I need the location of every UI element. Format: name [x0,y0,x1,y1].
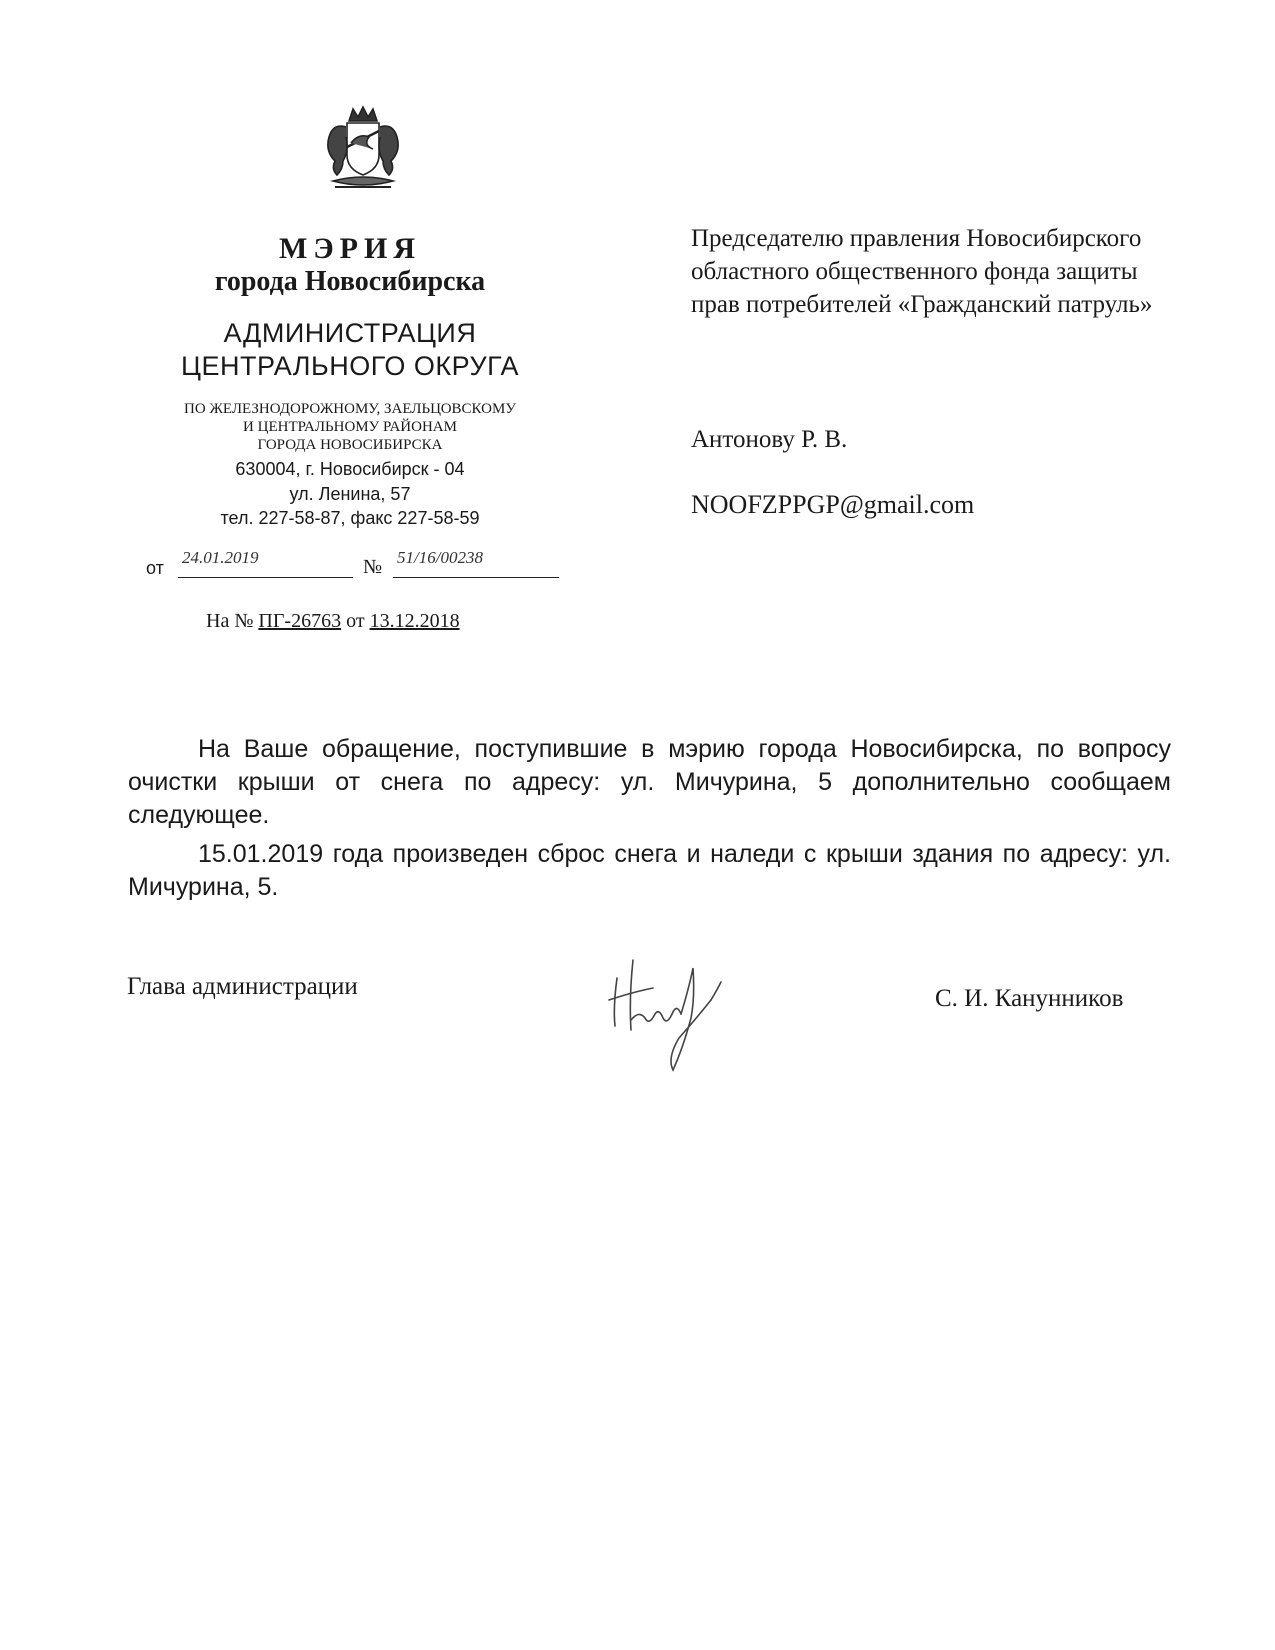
address-line-postal: 630004, г. Новосибирск - 04 [235,459,465,479]
recipient-email: NOOFZPPGP@gmail.com [691,490,975,519]
signatory-name: С. И. Канунников [935,985,1124,1012]
mayoralty-title: МЭРИЯ [279,232,421,265]
outgoing-number-handwritten: 51/16/00238 [393,548,559,578]
administration-line-2: ЦЕНТРАЛЬНОГО ОКРУГА [181,351,519,381]
address-line-phone: тел. 227-58-87, факс 227-58-59 [220,508,480,528]
mayoralty-city: города Новосибирска [214,266,486,297]
body-paragraph-1: На Ваше обращение, поступившие в мэрию города Новосибирска, по вопросу очистки крыши от снега по адресу: ул. Мичурина, 5 дополнительно сообщаем следующее. [128,735,1171,829]
administration-line-1: АДМИНИСТРАЦИЯ [223,318,477,348]
novosibirsk-coat-of-arms-icon [313,103,413,195]
outgoing-number-label: № [363,556,383,578]
signatory-position: Глава администрации [127,973,358,1000]
handwritten-signature-icon [603,948,763,1078]
reply-reference [206,610,460,633]
recipient-name: Антонову Р. В. [691,426,848,453]
reply-reference-middle: от [346,610,365,632]
reply-reference-prefix: На № [206,610,254,632]
reply-reference-number: ПГ-26763 [258,610,342,632]
address-line-street: ул. Ленина, 57 [289,484,411,504]
outgoing-date-handwritten: 24.01.2019 [178,548,353,578]
districts-line-3: ГОРОДА НОВОСИБИРСКА [257,437,443,453]
districts-line-2: И ЦЕНТРАЛЬНОМУ РАЙОНАМ [243,419,457,435]
districts-line-1: ПО ЖЕЛЕЗНОДОРОЖНОМУ, ЗАЕЛЬЦОВСКОМУ [184,401,516,417]
body-paragraph-2: 15.01.2019 года произведен сброс снега и наледи с крыши здания по адресу: ул. Мичурина, 5. [128,840,1171,901]
recipient-title: Председателю правления Новосибирского областного общественного фонда защиты прав потребителей «Гражданский патруль» [691,225,1153,318]
reply-reference-date: 13.12.2018 [369,610,460,632]
outgoing-date-label: от [146,558,164,578]
